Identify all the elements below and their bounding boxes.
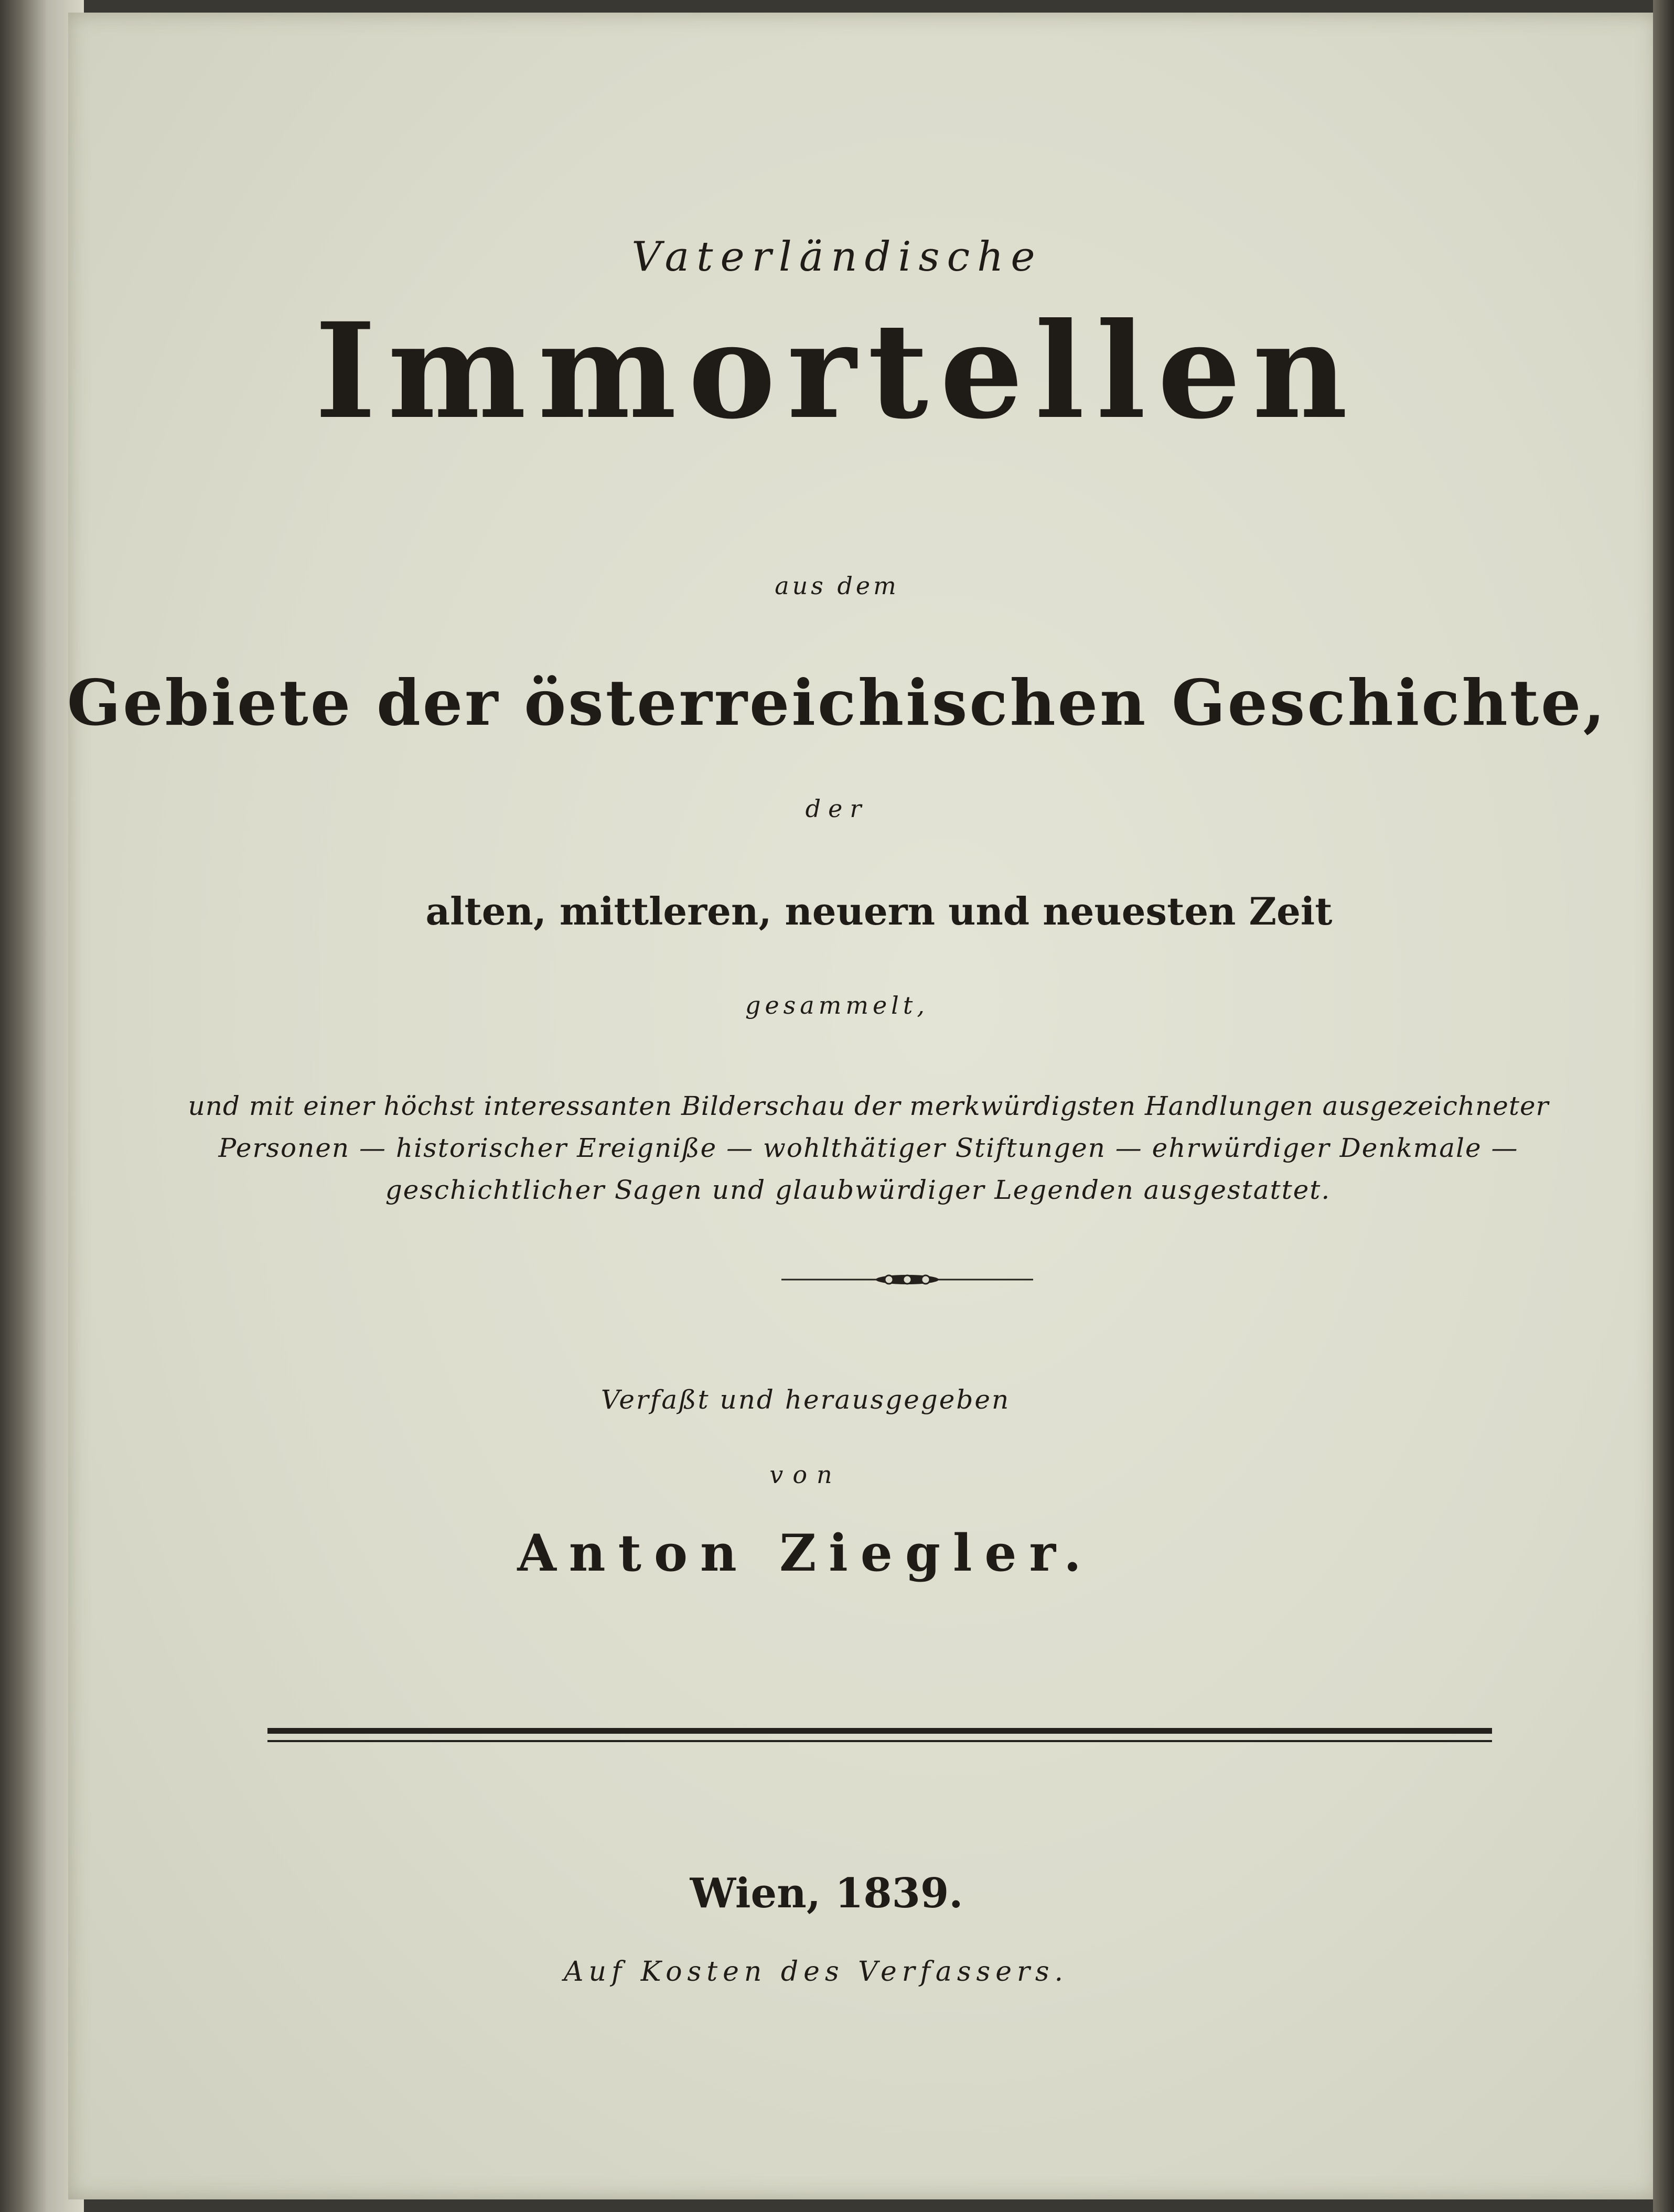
description-line-3: geschichtlicher Sagen und glaubwürdiger Legenden ausgestattet.: [385, 1175, 1331, 1205]
connector-der: der: [805, 794, 869, 823]
subject-line: Gebiete der österreichischen Geschichte,: [67, 666, 1607, 740]
by-line: von: [769, 1461, 842, 1489]
author-name: Anton Ziegler.: [517, 1523, 1094, 1583]
rule-thick: [267, 1728, 1492, 1734]
connector-aus-dem: aus dem: [775, 572, 899, 600]
place-year: Wien, 1839.: [690, 1870, 963, 1917]
description-line-2: Personen — historischer Ereigniße — wohlthätiger Stiftungen — ehrwürdiger Denkmale —: [218, 1133, 1519, 1163]
periods-line: alten, mittleren, neuern und neuesten Zeit: [425, 889, 1333, 933]
main-title-text: Immortellen: [315, 294, 1359, 448]
collected-line: gesammelt,: [745, 991, 929, 1019]
main-title: [0, 294, 1674, 448]
pre-title: Vaterländische: [631, 233, 1043, 281]
publisher-note: Auf Kosten des Verfassers.: [563, 1956, 1069, 1988]
decorative-ornament: [781, 1269, 1033, 1290]
description-line-1: und mit einer höchst interessanten Bilderschau der merkwürdigsten Handlungen ausgezeichneter: [188, 1091, 1549, 1121]
authored-line: Verfaßt und herausgegeben: [600, 1384, 1011, 1415]
rule-thin: [267, 1740, 1492, 1742]
